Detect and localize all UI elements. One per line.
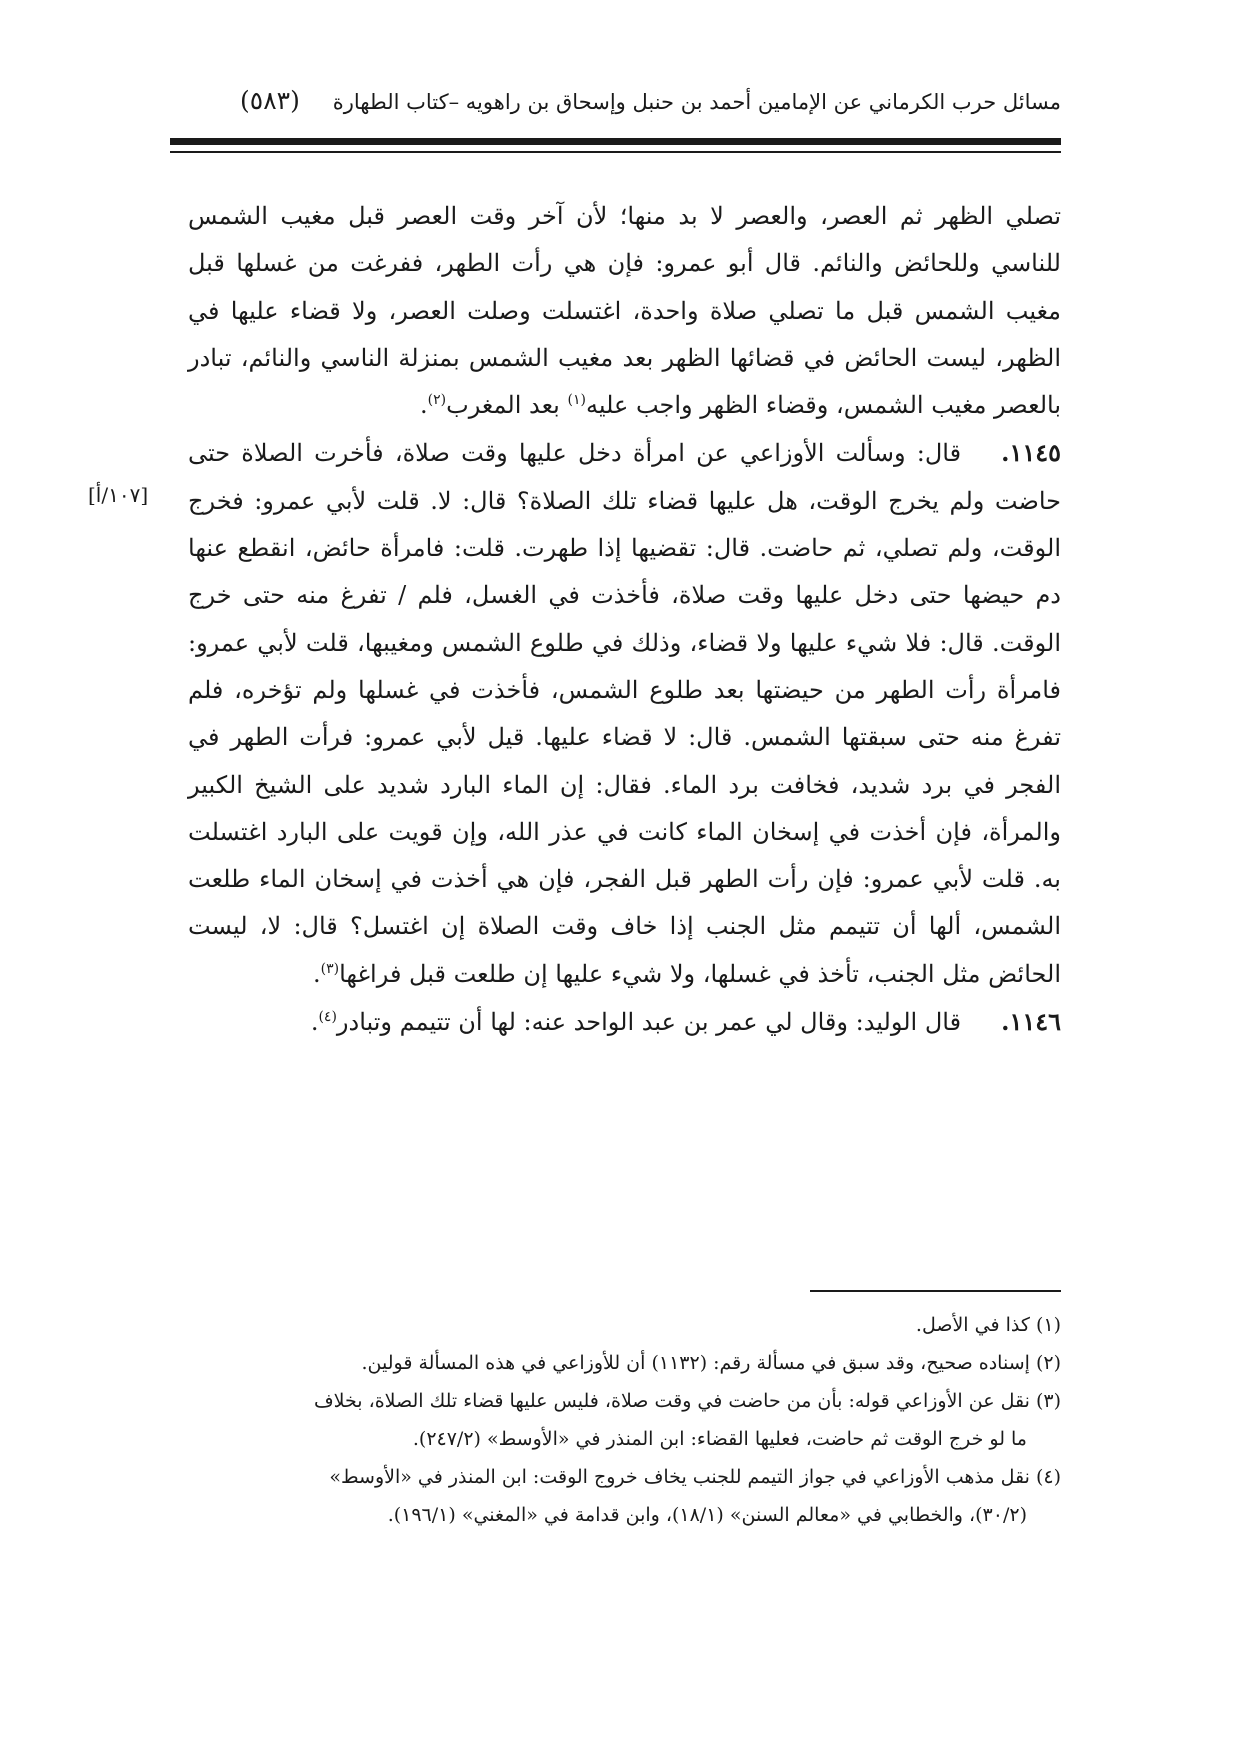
footnote-separator [810, 1290, 1061, 1292]
footnote-text-continued: (٣٠/٢)، والخطابي في «معالم السنن» (١٨/١)، وابن قدامة في «المغني» (١٩٦/١). [387, 1504, 1027, 1526]
paragraph-text: قال: وسألت الأوزاعي عن امرأة دخل عليها وقت صلاة، فأخرت الصلاة حتى حاضت ولم يخرج الوقت، هل عليها قضاء تلك الصلاة؟ قال: لا. قلت لأبي عمرو: فخرج الوقت، ولم تصلي، ثم حاضت. قال: تقضيها إذا طهرت. قلت: فامرأة حائض، انقطع عنها دم حيضها حتى دخل عليها وقت صلاة، فأخذت في الغسل، فلم / تفرغ منه حتى خرج الوقت. قال: فلا شيء عليها ولا قضاء، وذلك في طلوع الشمس ومغيبها، قلت لأبي عمرو: فامرأة رأت الطهر من حيضتها بعد طلوع الشمس، فأخذت في غسلها ولم تؤخره، فلم تفرغ منه حتى سبقتها الشمس. قال: لا قضاء عليها. قيل لأبي عمرو: فرأت الطهر في الفجر في برد شديد، فخافت برد الماء. فقال: إن الماء البارد شديد على الشيخ الكبير والمرأة، فإن أخذت في إسخان الماء كانت في عذر الله، وإن قويت على البارد اغتسلت به. قلت لأبي عمرو: فإن رأت الطهر قبل الفجر، فإن هي أخذت في إسخان الماء طلعت الشمس، ألها أن تتيمم مثل الجنب إذا خاف وقت الصلاة إن اغتسل؟ قال: لا، ليست الحائض مثل الجنب، تأخذ في غسلها، ولا شيء عليها إن طلعت قبل فراغها [188, 439, 1061, 988]
footnote-ref-4[interactable]: (٤) [318, 1009, 337, 1026]
footnote-text: كذا في الأصل. [915, 1314, 1030, 1336]
footnote-mark: (٢) [1035, 1352, 1061, 1374]
paragraph-end: . [419, 391, 428, 420]
page-number: (٥٨٣) [240, 86, 300, 115]
footnote-ref-2[interactable]: (٢) [427, 392, 447, 409]
footnote-4 [180, 1458, 1061, 1534]
header-rule-thin [170, 151, 1061, 153]
body-text [188, 193, 1061, 1046]
footnotes [180, 1306, 1061, 1534]
issue-number: ١١٤٦. [1001, 1007, 1061, 1037]
footnote-3 [180, 1382, 1061, 1458]
issue-number: ١١٤٥. [1001, 438, 1061, 468]
footnote-text: نقل عن الأوزاعي قوله: بأن من حاضت في وقت صلاة، فليس عليها قضاء تلك الصلاة، بخلاف [313, 1390, 1030, 1412]
paragraph-text: بعد المغرب [446, 391, 568, 420]
footnote-2 [180, 1344, 1061, 1382]
footnote-mark: (٤) [1035, 1466, 1061, 1488]
footnote-text: إسناده صحيح، وقد سبق في مسألة رقم: (١١٣٢) أن للأوزاعي في هذه المسألة قولين. [361, 1352, 1030, 1374]
footnote-text-continued: ما لو خرج الوقت ثم حاضت، فعليها القضاء: ابن المنذر في «الأوسط» (٢٤٧/٢). [412, 1428, 1027, 1450]
running-header [170, 82, 1061, 132]
margin-folio-note: [١٠٧/أ] [88, 483, 149, 507]
paragraph-end: . [313, 959, 321, 988]
footnote-1 [180, 1306, 1061, 1344]
header-rule-thick [170, 138, 1061, 145]
paragraph-text: تصلي الظهر ثم العصر، والعصر لا بد منها؛ لأن آخر وقت العصر قبل مغيب الشمس للناسي وللحائض والنائم. قال أبو عمرو: فإن هي رأت الطهر، ففرغت من غسلها قبل مغيب الشمس قبل ما تصلي صلاة واحدة، اغتسلت وصلت العصر، ولا قضاء عليها في الظهر، ليست الحائض في قضائها الظهر بعد مغيب الشمس بمنزلة الناسي والنائم، تبادر بالعصر مغيب الشمس، وقضاء الظهر واجب عليه [188, 202, 1061, 420]
footnote-mark: (٣) [1035, 1390, 1061, 1412]
header-title: مسائل حرب الكرماني عن الإمامين أحمد بن حنبل وإسحاق بن راهويه –كتاب الطهارة [332, 90, 1061, 114]
paragraph-1146 [188, 998, 1061, 1046]
paragraph-end: . [310, 1008, 319, 1037]
footnote-ref-1[interactable]: (١) [567, 392, 586, 409]
footnote-mark: (١) [1035, 1314, 1061, 1336]
paragraph-continuation [188, 193, 1061, 429]
footnote-ref-3[interactable]: (٣) [320, 960, 340, 977]
paragraph-1145 [188, 429, 1061, 998]
paragraph-text: قال الوليد: وقال لي عمر بن عبد الواحد عنه: لها أن تتيمم وتبادر [336, 1008, 962, 1037]
footnote-text: نقل مذهب الأوزاعي في جواز التيمم للجنب يخاف خروج الوقت: ابن المنذر في «الأوسط» [329, 1466, 1030, 1488]
